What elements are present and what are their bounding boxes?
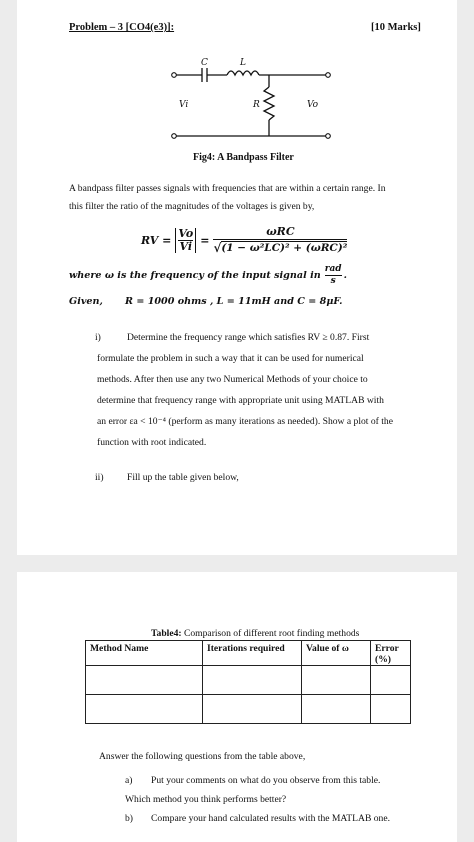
part-i-line-4: determine that frequency range with appropriate unit using MATLAB with [97, 395, 384, 406]
where-text: where ω is the frequency of the input signal in [69, 270, 321, 281]
table-cell[interactable] [302, 695, 371, 724]
part-i-marker: i) [95, 332, 101, 343]
rv-numerator: ωRC [266, 225, 295, 238]
intro-line-1: A bandpass filter passes signals with frequencies that are within a certain range. In [69, 183, 386, 194]
table-cell[interactable] [86, 666, 203, 695]
questions-intro: Answer the following questions from the table above, [99, 751, 306, 762]
header-omega: Value of ω [302, 641, 371, 666]
table-caption-text: Comparison of different root finding methods [181, 628, 360, 639]
capacitor-label: C [201, 58, 208, 68]
table-caption-label: Table4: [151, 628, 182, 639]
table-caption [151, 628, 359, 639]
inductor-label: L [240, 58, 246, 68]
table-cell[interactable] [203, 695, 302, 724]
equation-lhs: RV = [141, 233, 172, 247]
given-label: Given, [69, 296, 103, 307]
question-a-line-2: Which method you think performs better? [125, 794, 287, 805]
input-voltage-label: Vi [179, 100, 189, 110]
part-ii-text: Fill up the table given below, [127, 472, 239, 483]
problem-title: Problem – 3 [CO4(e3)]: [69, 22, 175, 33]
page-two [17, 572, 457, 842]
output-voltage-label: Vo [307, 100, 319, 110]
table-cell[interactable] [371, 695, 411, 724]
part-i-line-3: methods. After then use any two Numerical Methods of your choice to [97, 374, 368, 385]
part-i-line-5: an error εa < 10⁻⁴ (perform as many iterations as needed). Show a plot of the [97, 416, 393, 427]
given-values: R = 1000 ohms , L = 11mH and C = 8μF. [125, 296, 343, 307]
header-method-name: Method Name [86, 641, 203, 666]
figure-caption: Fig4: A Bandpass Filter [193, 152, 294, 163]
table-cell[interactable] [86, 695, 203, 724]
table-cell[interactable] [203, 666, 302, 695]
table-row [86, 695, 411, 724]
ratio-denominator: Vi [179, 239, 193, 253]
comparison-table [85, 640, 411, 724]
where-line [69, 264, 347, 287]
resistor-label: R [253, 100, 260, 110]
table-row [86, 666, 411, 695]
page-one [17, 0, 457, 555]
question-b-marker: b) [125, 813, 133, 824]
rv-equation [141, 222, 347, 258]
voltage-ratio [175, 228, 196, 253]
rv-denominator: (1 − ω²LC)² + (ωRC)² [221, 242, 348, 254]
part-ii-marker: ii) [95, 472, 104, 483]
bandpass-filter-circuit [157, 55, 357, 150]
question-a-line-1: Put your comments on what do you observe from this table. [151, 775, 381, 786]
table-cell[interactable] [302, 666, 371, 695]
table-cell[interactable] [371, 666, 411, 695]
part-i-line-1: Determine the frequency range which satisfies RV ≥ 0.87. First [127, 332, 370, 343]
table-header-row [86, 641, 411, 666]
part-i-line-6: function with root indicated. [97, 437, 207, 448]
header-error: Error (%) [371, 641, 411, 666]
question-b-text: Compare your hand calculated results with the MATLAB one. [151, 813, 390, 824]
unit-denominator: s [330, 276, 336, 286]
question-a-marker: a) [125, 775, 133, 786]
header-iterations: Iterations required [203, 641, 302, 666]
radical-sign: √ [213, 241, 222, 255]
ratio-numerator: Vo [178, 226, 194, 240]
unit-numerator: rad [324, 264, 342, 274]
part-i-line-2: formulate the problem in such a way that it can be used for numerical [97, 353, 364, 364]
where-period: . [343, 270, 347, 281]
marks-label: [10 Marks] [371, 22, 421, 33]
intro-line-2: this filter the ratio of the magnitudes of the voltages is given by, [69, 201, 315, 212]
rv-fraction [213, 225, 347, 255]
equation-equals: = [200, 233, 210, 247]
